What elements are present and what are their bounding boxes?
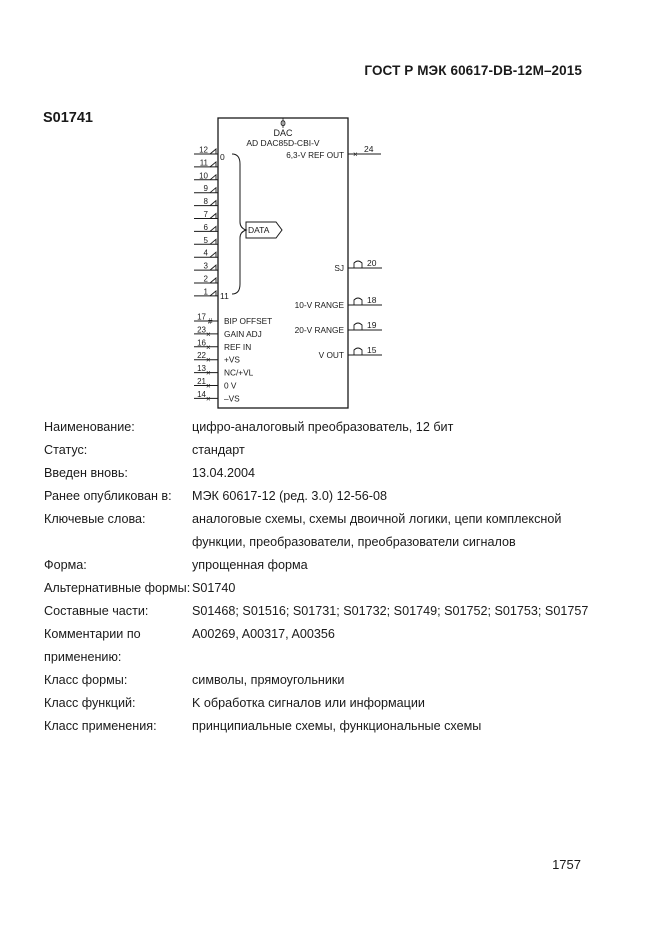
property-row xyxy=(44,623,604,669)
ref-out-pin-number: 24 xyxy=(364,144,374,154)
dac-model-label: AD DAC85D-CBI-V xyxy=(246,138,320,148)
property-label: Класс применения: xyxy=(44,719,157,733)
polarity-indicator-icon xyxy=(210,188,216,193)
control-pin-label: BIP OFFSET xyxy=(224,316,273,326)
data-pin-number: 2 xyxy=(203,274,208,284)
polarity-indicator-icon xyxy=(210,162,216,167)
dac-type-label: DAC xyxy=(273,128,293,138)
phi-symbol: ɸ xyxy=(280,118,286,129)
input-bit-low: 0 xyxy=(220,152,225,162)
control-pin-label: 0 V xyxy=(224,380,237,391)
control-pin-number: 13 xyxy=(197,364,206,374)
polarity-indicator-icon xyxy=(210,278,216,283)
output-pin-label: 20-V RANGE xyxy=(294,325,344,335)
property-label: Класс формы: xyxy=(44,673,128,687)
data-pin-number: 4 xyxy=(203,248,208,258)
page-number: 1757 xyxy=(552,857,581,872)
cross-mark-icon: × xyxy=(206,368,211,378)
output-pin-label: V OUT xyxy=(318,350,344,360)
data-pin-number: 3 xyxy=(203,261,208,271)
control-pin-label: –VS xyxy=(224,393,240,404)
cross-mark-icon: × xyxy=(206,355,211,365)
property-value: символы, прямоугольники xyxy=(192,673,345,687)
property-label: Ключевые слова: xyxy=(44,512,146,526)
property-value: принципиальные схемы, функциональные схемы xyxy=(192,719,482,733)
polarity-indicator-icon xyxy=(210,239,216,244)
output-pin-group xyxy=(295,258,382,360)
control-pin-label: NC/+VL xyxy=(224,367,254,378)
polarity-indicator-icon xyxy=(210,291,216,296)
property-value: МЭК 60617-12 (ред. 3.0) 12-56-08 xyxy=(192,489,387,503)
control-pin-number: 17 xyxy=(197,312,206,322)
property-value: S01740 xyxy=(192,581,236,595)
output-pin-label: 10-V RANGE xyxy=(294,300,344,310)
property-value: 13.04.2004 xyxy=(192,466,256,480)
data-pin-number: 9 xyxy=(203,184,208,194)
data-pin-number: 1 xyxy=(203,287,208,297)
control-pin-label: +VS xyxy=(224,354,240,365)
properties-table xyxy=(44,416,604,738)
property-row xyxy=(44,692,604,715)
property-value: упрощенная форма xyxy=(192,558,308,572)
output-pin-number: 15 xyxy=(367,345,377,355)
polarity-indicator-icon xyxy=(210,149,216,154)
property-value: K обработка сигналов или информации xyxy=(192,696,425,710)
cross-mark-icon: × xyxy=(206,329,211,339)
property-row xyxy=(44,462,604,485)
property-label: Составные части: xyxy=(44,604,149,618)
analog-output-icon xyxy=(354,323,362,330)
property-label: Ранее опубликован в: xyxy=(44,489,172,503)
property-value: S01468; S01516; S01731; S01732; S01749; S01752; S01753; S01757 xyxy=(192,604,589,618)
property-row xyxy=(44,577,604,600)
output-pin-label: SJ xyxy=(334,263,344,273)
output-pin-number: 18 xyxy=(367,295,377,305)
data-pin-number: 7 xyxy=(203,210,208,219)
cross-mark-icon: × xyxy=(206,381,211,391)
control-pin-number: 14 xyxy=(197,389,206,399)
control-pin-number: 16 xyxy=(197,338,206,348)
analog-output-icon xyxy=(354,261,362,268)
property-value: цифро-аналоговый преобразователь, 12 бит xyxy=(192,420,454,434)
property-value: A00269, A00317, A00356 xyxy=(192,627,335,641)
input-bit-high: 11 xyxy=(220,291,229,301)
property-row xyxy=(44,554,604,577)
property-row xyxy=(44,508,604,554)
property-label: Наименование: xyxy=(44,420,135,434)
control-pin-number: 22 xyxy=(197,351,206,361)
polarity-indicator-icon xyxy=(210,201,216,206)
cross-mark-icon: × xyxy=(206,394,211,404)
analog-output-icon xyxy=(354,298,362,305)
output-pin-number: 19 xyxy=(367,320,377,330)
data-pin-number: 8 xyxy=(203,197,208,207)
property-row xyxy=(44,600,604,623)
dac-symbol-diagram xyxy=(186,112,396,412)
symbol-code: S01741 xyxy=(43,110,93,126)
ref-out-pin-cross: × xyxy=(353,150,358,159)
control-pin-number: 21 xyxy=(197,377,206,386)
property-label: Введен вновь: xyxy=(44,466,128,480)
property-row xyxy=(44,485,604,508)
property-row xyxy=(44,416,604,439)
data-pin-number: 6 xyxy=(203,222,208,232)
polarity-indicator-icon xyxy=(210,226,216,231)
cross-mark-icon: × xyxy=(206,342,211,352)
property-value: стандарт xyxy=(192,443,245,457)
property-row xyxy=(44,439,604,462)
control-pin-group xyxy=(194,313,272,404)
property-label: Форма: xyxy=(44,558,87,572)
data-pin-number: 12 xyxy=(199,145,208,155)
data-pin-number: 10 xyxy=(199,171,208,181)
hash-mark-icon: # xyxy=(208,317,213,326)
analog-output-icon xyxy=(354,348,362,355)
data-pin-number: 11 xyxy=(199,158,208,168)
polarity-indicator-icon xyxy=(210,252,216,257)
control-pin-label: GAIN ADJ xyxy=(224,328,262,339)
output-pin-number: 20 xyxy=(367,258,377,268)
data-bus-brace xyxy=(232,154,246,294)
data-pin-number: 5 xyxy=(203,235,208,245)
property-label: Статус: xyxy=(44,443,88,457)
control-pin-label: REF IN xyxy=(224,341,252,352)
property-label: Комментарии по применению: xyxy=(44,627,141,664)
property-label: Класс функций: xyxy=(44,696,136,710)
data-label: DATA xyxy=(248,225,270,235)
data-pin-group xyxy=(194,146,218,297)
polarity-indicator-icon xyxy=(210,175,216,180)
property-row xyxy=(44,715,604,738)
property-row xyxy=(44,669,604,692)
polarity-indicator-icon xyxy=(210,265,216,270)
ref-out-label: 6,3-V REF OUT xyxy=(286,151,344,160)
standard-header: ГОСТ Р МЭК 60617-DB-12M–2015 xyxy=(364,63,582,78)
control-pin-number: 23 xyxy=(197,325,206,335)
property-label: Альтернативные формы: xyxy=(44,581,191,595)
property-value: аналоговые схемы, схемы двоичной логики, цепи комплексной функции, преобразователи, преобразователи сигналов xyxy=(192,512,562,549)
polarity-indicator-icon xyxy=(210,214,216,219)
